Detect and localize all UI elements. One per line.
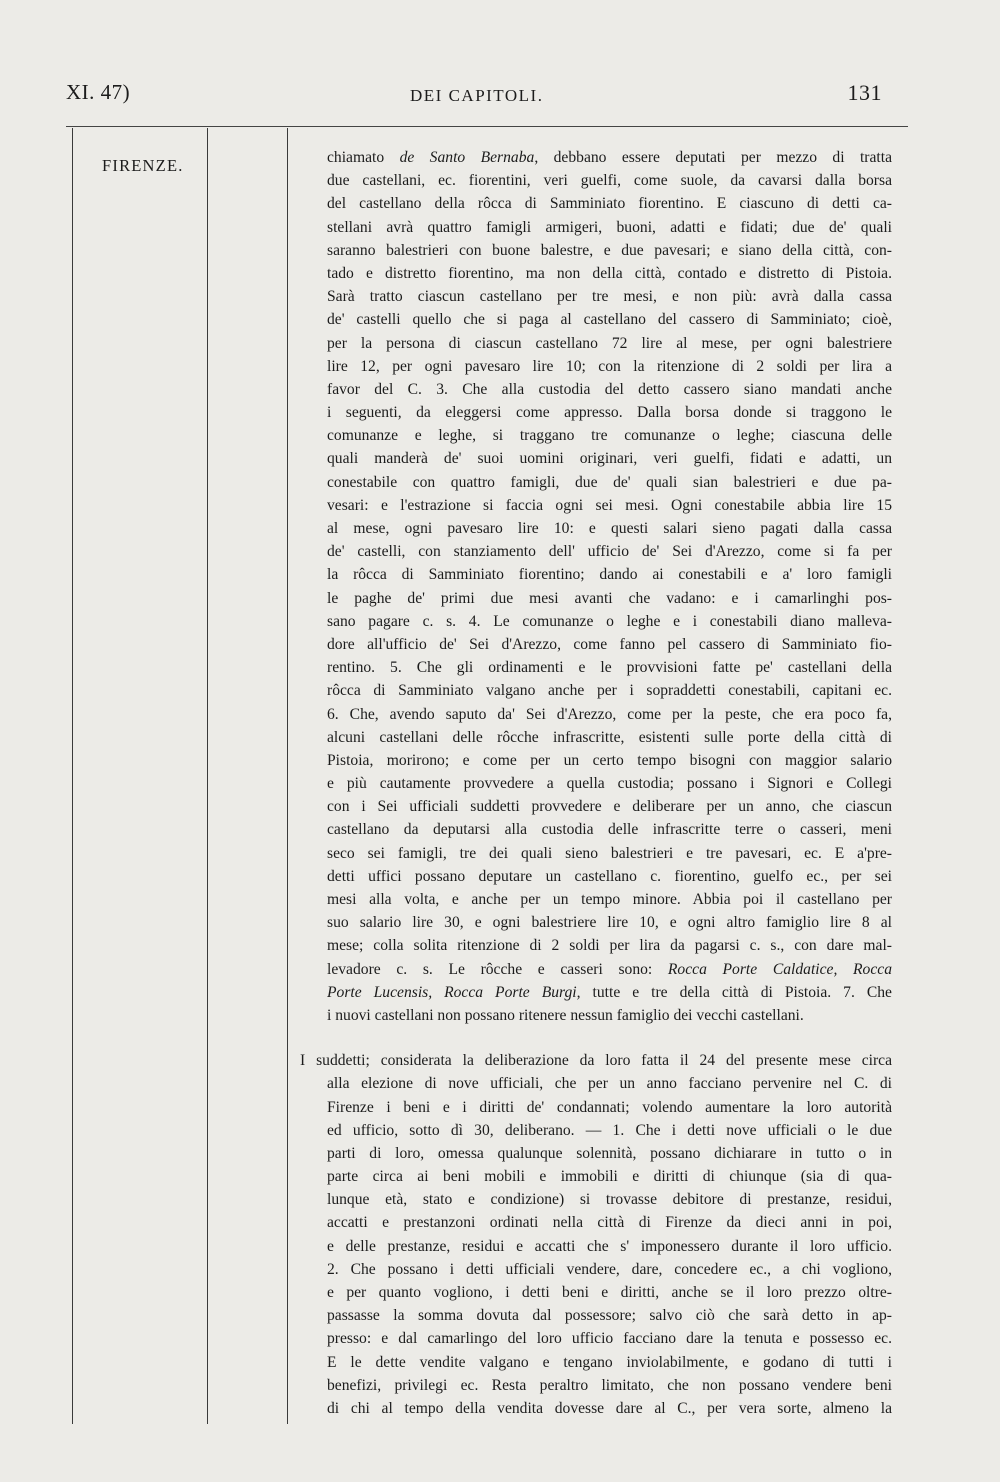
text-line: Pistoia, morirono; e come per un certo tempo bisogni con maggior salario: [327, 751, 892, 769]
header-rule: [66, 126, 908, 127]
page-number: 131: [847, 80, 882, 105]
text-line: castellano da deputarsi alla custodia delle infrascritte terre o casseri, meni: [327, 821, 892, 839]
text-line: accatti e prestanzoni ordinati nella città di Firenze da dieci anni in poi,: [327, 1214, 892, 1232]
text-line: rôcca di Samminiato valgano anche per i sopraddetti conestabili, capitani ec.: [327, 682, 892, 700]
text-line: tado e distretto fiorentino, ma non della città, contado e distretto di Pistoia.: [327, 264, 892, 282]
text-line: parte circa ai beni mobili e immobili e diritti di chiunque (sia di qua-: [327, 1168, 892, 1186]
text-line: favor del C. 3. Che alla custodia del detto cassero siano mandati anche: [327, 380, 892, 398]
text-line: stellani avrà quattro famigli armigeri, buoni, adatti e fidati; due de' quali: [327, 218, 892, 236]
running-head-left: XI. 47): [66, 80, 131, 104]
text-line: lunque età, stato e condizione) si trovasse debitore di prestanze, residui,: [327, 1191, 892, 1209]
text-line: sano pagare c. s. 4. Le comunanze o leghe e i conestabili diano malleva-: [327, 612, 892, 630]
text-line: seco sei famigli, tre dei quali sieno balestrieri e tre pavesari, ec. E a'pre-: [327, 844, 892, 862]
text-line: alla elezione di nove ufficiali, che per un anno facciano pervenire nel C. di: [327, 1075, 892, 1093]
body-text: [300, 146, 892, 1420]
text-line: E le dette vendite valgano e tengano inviolabilmente, e godano di tutti i: [327, 1353, 892, 1371]
margin-column-rule-left: [72, 128, 73, 1424]
text-line: per la persona di ciascun castellano 72 lire al mese, per ogni balestriere: [327, 334, 892, 352]
text-line: conestabile con quattro famigli, due de' quali sian balestrieri e due pa-: [327, 473, 892, 491]
text-line: due castellani, ec. fiorentini, veri guelfi, come suole, da cavarsi dalla borsa: [327, 172, 892, 190]
text-line: e per quanto vogliono, i detti beni e diritti, anche se il loro prezzo oltre-: [327, 1284, 892, 1301]
text-line: alcuni castellani delle rôcche infrascritte, esistenti sulle porte della città di: [327, 728, 892, 746]
text-line: detti uffici possano deputare un castellano c. fiorentino, guelfo ec., per sei: [327, 867, 892, 885]
text-line: al mese, ogni pavesaro lire 10: e questi salari sieno pagati dalla cassa: [327, 520, 892, 537]
text-line: 6. Che, avendo saputo da' Sei d'Arezzo, come per la peste, che era poco fa,: [327, 705, 892, 723]
text-line: Sarà tratto ciascun castellano per tre mesi, e non più: avrà dalla cassa: [327, 288, 892, 306]
text-line: mesi alla volta, e anche per un tempo minore. Abbia poi il castellano per: [327, 891, 892, 908]
text-line: vesari: e l'estrazione si faccia ogni sei mesi. Ogni conestabile abbia lire 15: [327, 496, 892, 514]
text-line: i nuovi castellani non possano ritenere nessun famiglio dei vecchi castellani.: [327, 1006, 804, 1024]
text-line: saranno balestrieri con buone balestre, e due pavesari; e siano della città, con-: [327, 241, 892, 259]
text-line: suo salario lire 30, e ogni balestriere lire 10, e ogni altro famiglio lire 8 al: [327, 914, 892, 932]
text-line: de' castelli, con stanziamento dell' ufficio de' Sei d'Arezzo, come si fa per: [327, 543, 892, 561]
text-line: I suddetti; considerata la deliberazione da loro fatta il 24 del presente mese circa: [300, 1052, 892, 1070]
text-line: de' castelli quello che si paga al castellano del cassero di Samminiato; cioè,: [327, 311, 892, 329]
text-line: i seguenti, da eleggersi come appresso. Dalla borsa donde si traggono le: [327, 404, 892, 422]
running-head-title: DEI CAPITOLI.: [410, 86, 544, 105]
margin-column-rule-middle: [207, 128, 208, 1424]
margin-column-rule-right: [287, 128, 288, 1424]
text-line: comunanze e leghe, si traggano tre comunanze o leghe; ciascuna delle: [327, 427, 892, 445]
text-line: ed ufficio, sotto dì 30, deliberano. — 1. Che i detti nove ufficiali o le due: [327, 1121, 892, 1139]
text-line: benefizi, privilegi ec. Resta peraltro limitato, che non possano vendere beni: [327, 1376, 892, 1394]
text-line: 2. Che possano i detti ufficiali vendere, dare, concedere ec., a chi vogliono,: [327, 1260, 892, 1278]
text-line: dore all'ufficio de' Sei d'Arezzo, come fanno pel cassero di Samminiato fio-: [327, 635, 892, 653]
text-line: quali manderà de' suoi uomini originari, veri guelfi, fidati e adatti, un: [327, 450, 892, 468]
text-line: di chi al tempo della vendita dovesse dare al C., per vera sorte, almeno la: [327, 1399, 892, 1417]
text-line: chiamato de Santo Bernaba, debbano essere deputati per mezzo di tratta: [327, 149, 892, 166]
text-line: e delle prestanze, residui e accatti che s' imponessero durante il loro ufficio.: [327, 1237, 892, 1255]
text-line: Firenze i beni e i diritti de' condannati; volendo aumentare la loro autorità: [327, 1098, 892, 1116]
text-line: e più cautamente provvedere a quella custodia; possano i Signori e Collegi: [327, 775, 892, 793]
text-line: passasse la somma dovuta dal possessore; salvo ciò che sarà detto in ap-: [327, 1307, 892, 1325]
paragraph-gap: [327, 1027, 892, 1049]
margin-place-label: FIRENZE.: [102, 156, 184, 175]
text-line: mese; colla solita ritenzione di 2 soldi per lira da pagarsi c. s., con dare mal-: [327, 937, 892, 955]
text-line: lire 12, per ogni pavesaro lire 10; con la ritenzione di 2 soldi per lira a: [327, 357, 892, 375]
text-line: presso: e dal camarlingo del loro ufficio facciano dare la tenuta e possesso ec.: [327, 1330, 892, 1348]
text-line: Porte Lucensis, Rocca Porte Burgi, tutte e tre della città di Pistoia. 7. Che: [327, 983, 892, 1001]
text-line: levadore c. s. Le rôcche e casseri sono: Rocca Porte Caldatice, Rocca: [327, 960, 892, 978]
text-line: del castellano della rôcca di Samminiato fiorentino. E ciascuno di detti ca-: [327, 195, 892, 213]
text-line: rentino. 5. Che gli ordinamenti e le provvisioni fatte pe' castellani della: [327, 659, 892, 677]
text-line: le paghe de' primi due mesi avanti che vadano: e i camarlinghi pos-: [327, 589, 892, 607]
text-line: con i Sei ufficiali suddetti provvedere e deliberare per un anno, che ciascun: [327, 798, 892, 816]
text-line: parti di loro, omessa qualunque solennità, possano dichiarare in tutto o in: [327, 1144, 892, 1162]
text-line: la rôcca di Samminiato fiorentino; dando ai conestabili e a' loro famigli: [327, 566, 892, 584]
